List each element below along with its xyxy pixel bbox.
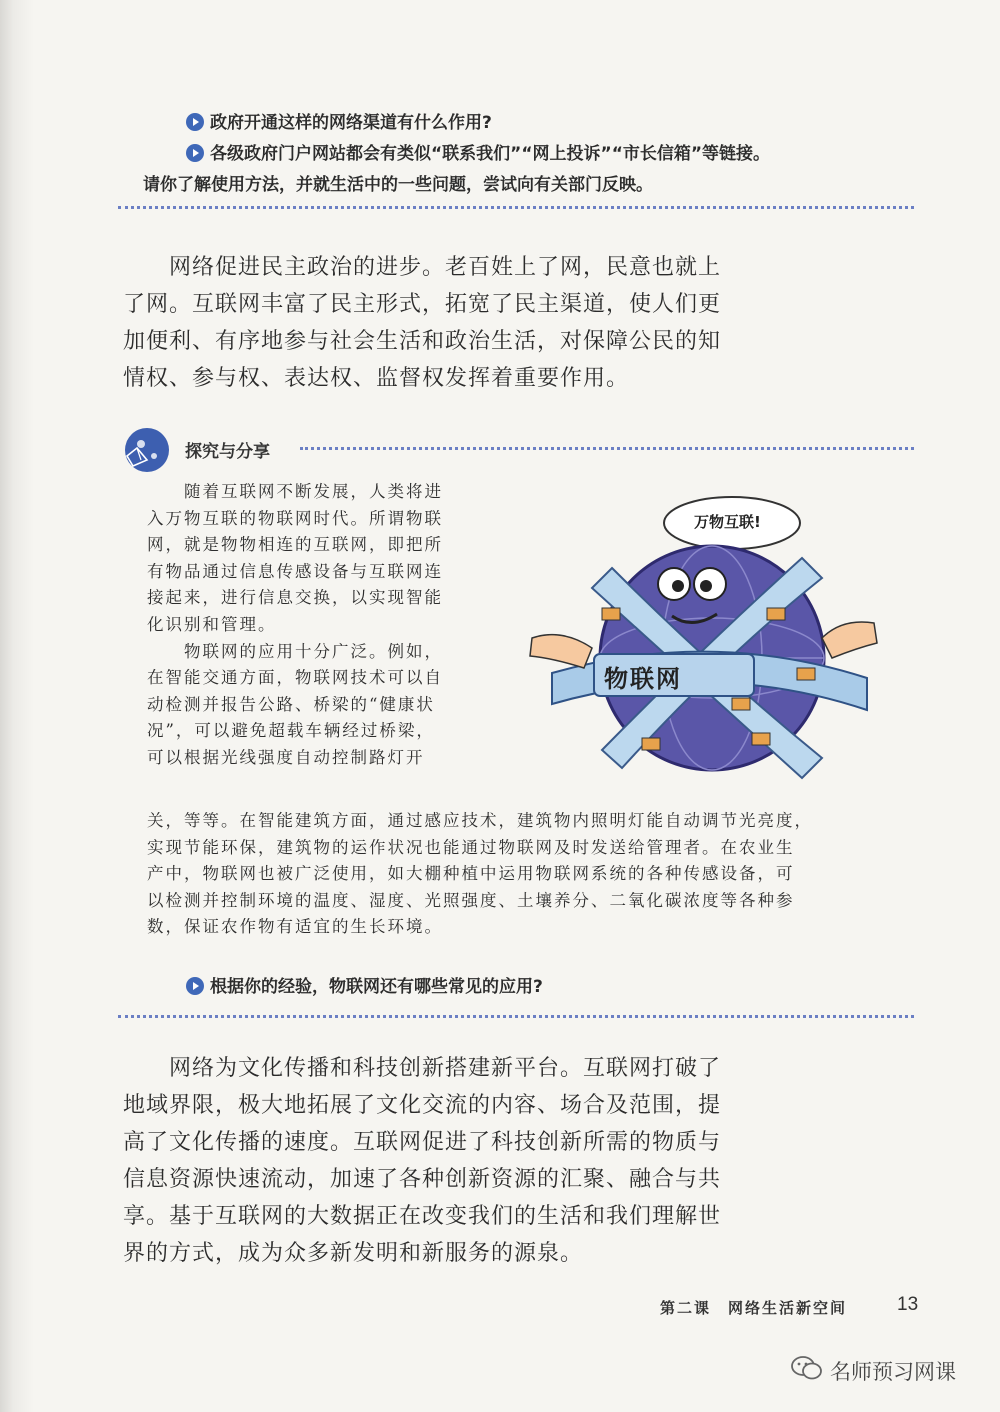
- page-number: 13: [897, 1294, 919, 1315]
- question-2: 各级政府门户网站都会有类似“联系我们”“网上投诉”“市长信箱”等链接。: [186, 139, 770, 164]
- question-2-continued: 请你了解使用方法，并就生活中的一些问题，尝试向有关部门反映。: [143, 175, 653, 195]
- divider-dotted: [118, 206, 914, 209]
- footer-lesson-title: 第二课 网络生活新空间: [660, 1299, 848, 1317]
- explore-text-wide: 关，等等。在智能建筑方面，通过感应技术，建筑物内照明灯能自动调节光亮度， 实现节能环保，建筑物的运作状况也能通过物联网及时发送给管理者。在农业生 产中，物联网也被广泛使用，如大棚种植中运用物联网系统的各种传感设备，可 以检测并控制环境的温度、湿度、光照强度、土壤养分、二氧化碳浓度等各种参 数，保证农作物有适宜的生长环境。: [147, 811, 813, 937]
- paragraph-democracy: 网络促进民主政治的进步。老百姓上了网，民意也就上 了网。互联网丰富了民主形式，拓宽了民主渠道，使人们更 加便利、有序地参与社会生活和政治生活，对保障公民的知 情权、参与权、表达权、监督权发挥着重要作用。: [123, 255, 722, 391]
- explore-share-icon: [119, 426, 175, 474]
- paragraph-culture: 网络为文化传播和科技创新搭建新平台。互联网打破了 地域界限，极大地拓展了文化交流的内容、场合及范围，提 高了文化传播的速度。互联网促进了科技创新所需的物质与 信息资源快速流动，加速了各种创新资源的汇聚、融合与共 享。基于互联网的大数据正在改变我们的生活和我们理解世 界的方式，成为众多新发明和新服务的源泉。: [123, 1056, 722, 1266]
- arrow-bullet-icon: [186, 977, 204, 995]
- arrow-bullet-icon: [186, 113, 204, 131]
- section-title: 探究与分享: [185, 442, 270, 462]
- question-iot: 根据你的经验，物联网还有哪些常见的应用?: [186, 972, 543, 997]
- banner-text: 物联网: [604, 665, 682, 693]
- explore-text-column: 随着互联网不断发展，人类将进 入万物互联的物联网时代。所谓物联 网，就是物物相连的互联网，即把所 有物品通过信息传感设备与互联网连 接起来，进行信息交换，以实现智能 化识别和管理。 物联网的应用十分广泛。例如， 在智能交通方面，物联网技术可以自 动检测并报告公路、桥梁的“健康状 况”，可以避免超载车辆经过桥梁， 可以根据光线强度自动控制路灯开: [147, 482, 443, 767]
- arrow-bullet-icon: [186, 144, 204, 162]
- divider-dotted-bottom: [118, 1015, 914, 1018]
- watermark-text: 名师预习网课: [830, 1360, 956, 1384]
- iot-globe-illustration: [522, 488, 882, 790]
- wechat-icon: [790, 1354, 824, 1382]
- question-1: 政府开通这样的网络渠道有什么作用?: [186, 108, 492, 133]
- page-binding-edge: [0, 0, 34, 1412]
- section-title-dotted-line: [300, 447, 914, 450]
- speech-bubble-text: 万物互联!: [694, 513, 761, 531]
